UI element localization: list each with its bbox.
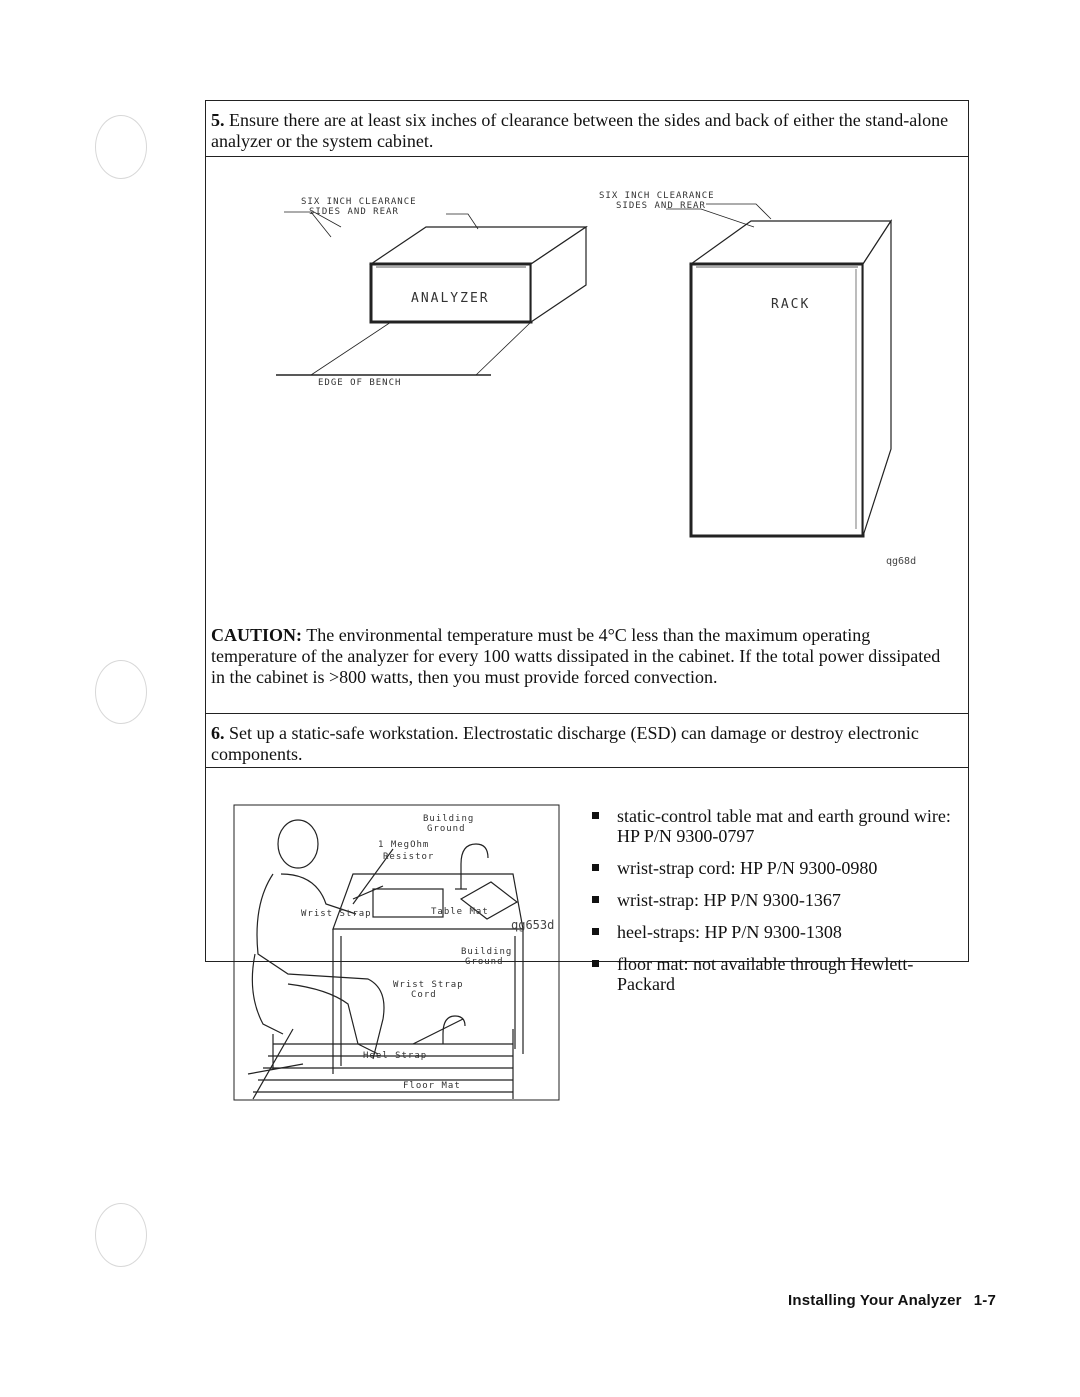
clearance-label-left-1: SIX INCH CLEARANCE xyxy=(301,197,417,207)
bullet-icon xyxy=(592,864,599,871)
bench-label: EDGE OF BENCH xyxy=(318,378,402,388)
step-text: Set up a static-safe workstation. Electrostatic discharge (ESD) can damage or destroy electronic components. xyxy=(211,723,919,764)
bullet-icon xyxy=(592,896,599,903)
wrist-strap-cord-label-1: Wrist Strap xyxy=(393,980,464,990)
clearance-label-right-1: SIX INCH CLEARANCE xyxy=(599,191,715,201)
resistor-label-2: Resistor xyxy=(383,852,435,862)
heel-strap-label: Heel Strap xyxy=(363,1051,428,1061)
figure-id: qg68d xyxy=(886,556,917,567)
clearance-label-left-2: SIDES AND REAR xyxy=(309,207,399,217)
step-number: 5. xyxy=(211,110,225,130)
analyzer-label: ANALYZER xyxy=(411,291,490,306)
step-6 xyxy=(211,723,958,765)
divider xyxy=(206,767,968,768)
list-item: static-control table mat and earth ground wire: HP P/N 9300-0797 xyxy=(592,806,962,846)
bullet-icon xyxy=(592,928,599,935)
list-item: heel-straps: HP P/N 9300-1308 xyxy=(592,922,962,942)
clearance-label-right-2: SIDES AND REAR xyxy=(616,201,706,211)
instruction-frame xyxy=(205,100,969,1091)
building-ground-label-3: Building xyxy=(461,947,513,957)
punch-hole xyxy=(95,115,147,179)
step-number: 6. xyxy=(211,723,225,743)
clearance-figure xyxy=(206,159,968,589)
step-5 xyxy=(211,110,958,152)
page-footer xyxy=(788,1292,996,1309)
punch-hole xyxy=(95,660,147,724)
floor-mat-label: Floor Mat xyxy=(403,1081,461,1091)
caution-text: The environmental temperature must be 4°C less than the maximum operating temperature of the analyzer for every 100 watts dissipated in the cabinet. If the total power dissipated in the cabinet is >800 watts, then you must provide forced convection. xyxy=(211,625,941,687)
workstation-figure xyxy=(233,804,563,1104)
list-item: wrist-strap cord: HP P/N 9300-0980 xyxy=(592,858,962,878)
bullet-icon xyxy=(592,812,599,819)
divider xyxy=(206,713,968,714)
table-mat-label: Table Mat xyxy=(431,907,489,917)
building-ground-label-2: Ground xyxy=(427,824,466,834)
list-item: floor mat: not available through Hewlett-Packard xyxy=(592,954,962,994)
building-ground-label-4: Ground xyxy=(465,957,504,967)
figure-id: qg653d xyxy=(511,918,555,932)
caution-label: CAUTION: xyxy=(211,625,303,645)
caution-note xyxy=(211,625,958,688)
list-item: wrist-strap: HP P/N 9300-1367 xyxy=(592,890,962,910)
section-title: Installing Your Analyzer xyxy=(787,1292,962,1309)
punch-hole xyxy=(95,1203,147,1267)
step-text: Ensure there are at least six inches of clearance between the sides and back of either the stand-alone analyzer or the system cabinet. xyxy=(211,110,949,151)
wrist-strap-label: Wrist Strap xyxy=(301,909,372,919)
resistor-label-1: 1 MegOhm xyxy=(378,840,430,850)
parts-list xyxy=(592,806,962,1006)
divider xyxy=(206,156,968,157)
rack-label: RACK xyxy=(771,297,811,312)
bullet-icon xyxy=(592,960,599,967)
page-number: 1-7 xyxy=(973,1292,996,1309)
building-ground-label-1: Building xyxy=(423,814,475,824)
wrist-strap-cord-label-2: Cord xyxy=(411,990,437,1000)
